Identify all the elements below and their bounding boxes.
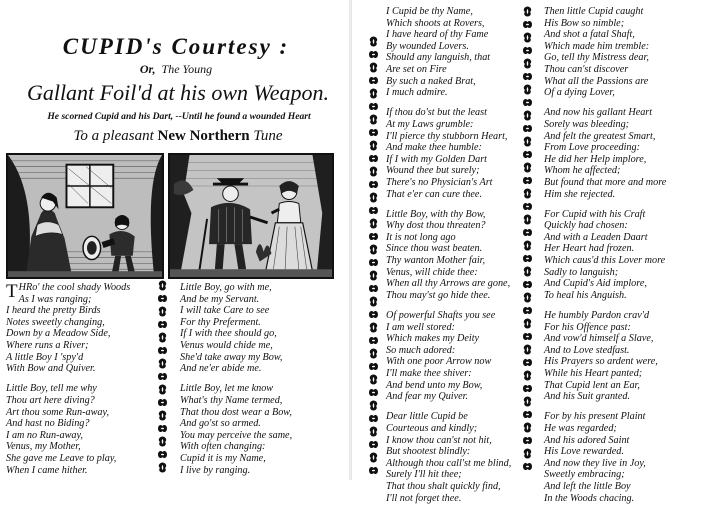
- verse-line: Sweetly embracing;: [544, 469, 625, 481]
- verse-line: By wounded Lovers.: [386, 40, 469, 52]
- verse-line: What's thy Name termed,: [180, 394, 283, 406]
- ornament-glyph-icon: [157, 306, 168, 317]
- ornament-glyph-icon: [522, 435, 533, 446]
- verse-line: That thou shalt quickly find,: [386, 480, 501, 492]
- verse-line: In the Woods chacing.: [544, 492, 635, 504]
- verse-line: I heard the pretty Birds: [6, 305, 101, 317]
- ornament-glyph-icon: [368, 296, 379, 307]
- verse-line: I'll pierce thy stubborn Heart,: [386, 130, 508, 142]
- verse-line: I much admire.: [386, 87, 448, 99]
- ballad-title: CUPID's Courtesy :: [62, 34, 290, 59]
- ornament-glyph-icon: [522, 240, 533, 251]
- verse-line: Courteous and kindly;: [386, 422, 478, 434]
- verse-line: I will take Care to see: [180, 305, 270, 317]
- verse-line: I am no Run-away,: [6, 429, 83, 441]
- verse-line: But found that more and more: [544, 176, 667, 188]
- ornament-glyph-icon: [368, 88, 379, 99]
- ornament-glyph-icon: [368, 101, 379, 112]
- verse-line: Sorely was bleeding;: [544, 118, 630, 130]
- verse-line: Then little Cupid caught: [544, 6, 644, 17]
- left-page: [0, 0, 350, 480]
- ornament-glyph-icon: [157, 293, 168, 304]
- verse-line: HRo' the cool shady Woods: [18, 282, 131, 293]
- verse-line: Down by a Meadow Side,: [6, 328, 111, 340]
- verse-line: Since thou wast beaten.: [386, 243, 483, 255]
- verse-line: And hast no Biding?: [6, 418, 90, 430]
- ornament-glyph-icon: [157, 397, 168, 408]
- stanza: [544, 411, 666, 504]
- verse-line: I have heard of thy Fame: [386, 29, 489, 41]
- verse-column-2: [180, 282, 292, 485]
- verse-line: He humbly Pardon crav'd: [544, 310, 650, 322]
- verse-column-1: [6, 281, 131, 485]
- verse-line: Of a dying Lover,: [544, 87, 615, 99]
- verse-line: As I was ranging;: [18, 293, 92, 305]
- ornament-glyph-icon: [368, 361, 379, 372]
- ornament-glyph-icon: [522, 149, 533, 160]
- verse-line: Thy wanton Mother fair,: [386, 255, 486, 267]
- verse-line: Whom he affected;: [544, 165, 621, 177]
- verse-line: For his Offence past:: [544, 321, 631, 333]
- verse-line: And Cupid's Aid implore,: [544, 278, 647, 290]
- ornament-glyph-icon: [368, 322, 379, 333]
- ornament-glyph-icon: [368, 426, 379, 437]
- verse-line: If thou do'st but the least: [386, 107, 487, 119]
- verse-line: And with a Leaden Daart: [544, 231, 648, 243]
- verse-line: She'd take away my Bow,: [180, 351, 283, 363]
- ornament-glyph-icon: [368, 166, 379, 177]
- verse-line: Little Boy, go with me,: [180, 282, 272, 293]
- stanza: [544, 209, 666, 302]
- ornament-glyph-icon: [522, 97, 533, 108]
- ornament-glyph-icon: [157, 462, 168, 473]
- stanza: [544, 107, 666, 200]
- ornament-glyph-icon: [522, 266, 533, 277]
- verse-line: And left the little Boy: [544, 480, 631, 492]
- ornament-glyph-icon: [522, 214, 533, 225]
- verse-line: That e'er can cure thee.: [386, 188, 483, 200]
- ornament-glyph-icon: [368, 127, 379, 138]
- verse-line: Little Boy, tell me why: [6, 383, 97, 395]
- verse-line: I'll make thee shiver:: [386, 368, 472, 379]
- verse-line: His Love rewarded.: [544, 446, 624, 458]
- ornament-glyph-icon: [522, 396, 533, 407]
- verse-line: And his Suit granted.: [544, 391, 631, 403]
- verse-line: Little Boy, let me know: [180, 383, 274, 395]
- ornament-border-right-middle: [522, 6, 533, 480]
- ornament-glyph-icon: [368, 257, 379, 268]
- ornament-border-right-outer: [368, 36, 379, 480]
- ornament-glyph-icon: [522, 292, 533, 303]
- verse-line: She gave me Leave to play,: [6, 452, 117, 464]
- ornament-glyph-icon: [522, 136, 533, 147]
- verse-line: And felt the greatest Smart,: [544, 130, 656, 142]
- ornament-glyph-icon: [368, 452, 379, 463]
- verse-line: And now they live in Joy,: [544, 457, 646, 469]
- ornament-glyph-icon: [522, 6, 533, 17]
- verse-line: I know thou can'st not hit,: [386, 434, 492, 446]
- verse-line: Thou can'st discover: [544, 63, 629, 75]
- ornament-glyph-icon: [522, 227, 533, 238]
- ornament-glyph-icon: [522, 305, 533, 316]
- verse-column-4: [544, 6, 666, 513]
- scorned-line: He scorned Cupid and his Dart, --Until he found a wounded Heart: [47, 111, 311, 122]
- ornament-glyph-icon: [522, 201, 533, 212]
- verse-line: Which makes my Deity: [386, 333, 480, 345]
- verse-line: By such a naked Brat,: [386, 75, 476, 87]
- ornament-glyph-icon: [368, 140, 379, 151]
- verse-line: And fear my Quiver.: [386, 391, 469, 403]
- ornament-glyph-icon: [522, 123, 533, 134]
- ornament-glyph-icon: [368, 387, 379, 398]
- ornament-glyph-icon: [157, 319, 168, 330]
- verse-line: Notes sweetly changing,: [6, 316, 105, 328]
- or-label: Or,: [139, 62, 156, 76]
- verse-line: Cupid it is my Name,: [180, 452, 266, 464]
- ornament-glyph-icon: [157, 358, 168, 369]
- verse-line: Sadly to languish;: [544, 266, 619, 278]
- ornament-glyph-icon: [368, 400, 379, 411]
- verse-line: Which shoots at Rovers,: [386, 17, 485, 29]
- ornament-glyph-icon: [522, 84, 533, 95]
- verse-line: I live by ranging.: [180, 464, 251, 476]
- stanza: [386, 411, 511, 504]
- verse-line: Her Heart had frozen.: [544, 243, 635, 255]
- ornament-glyph-icon: [522, 71, 533, 82]
- verse-line: Thou may'st go hide thee.: [386, 289, 491, 301]
- tune-prefix: To a pleasant: [73, 128, 154, 144]
- verse-line: Wound thee but surely;: [386, 165, 480, 177]
- ornament-glyph-icon: [157, 423, 168, 434]
- stanza: [180, 383, 292, 476]
- ornament-glyph-icon: [522, 383, 533, 394]
- ornament-glyph-icon: [368, 283, 379, 294]
- ornament-glyph-icon: [522, 110, 533, 121]
- ornament-glyph-icon: [157, 410, 168, 421]
- ornament-glyph-icon: [522, 253, 533, 264]
- verse-line: With often changing:: [180, 441, 266, 453]
- verse-line: And be my Servant.: [180, 293, 260, 305]
- verse-line: For Cupid with his Craft: [544, 208, 646, 220]
- verse-line: Which made him tremble:: [544, 40, 650, 52]
- ornament-glyph-icon: [522, 188, 533, 199]
- verse-line: There's no Physician's Art: [386, 176, 493, 188]
- verse-line: Him she rejected.: [544, 188, 616, 200]
- stanza: [386, 107, 511, 200]
- verse-line: Venus would chide me,: [180, 339, 273, 351]
- ornament-glyph-icon: [368, 179, 379, 190]
- ornament-glyph-icon: [368, 335, 379, 346]
- ornament-glyph-icon: [522, 162, 533, 173]
- ornament-glyph-icon: [368, 36, 379, 47]
- verse-line: Why dost thou threaten?: [386, 220, 486, 232]
- ornament-glyph-icon: [157, 449, 168, 460]
- ornament-glyph-icon: [522, 409, 533, 420]
- verse-line: To heal his Anguish.: [544, 289, 627, 301]
- ornament-glyph-icon: [157, 332, 168, 343]
- verse-line: While his Heart panted;: [544, 368, 643, 379]
- verse-line: I'll not forget thee.: [386, 492, 462, 504]
- verse-line: If I with my Golden Dart: [386, 153, 488, 165]
- verse-line: And now his gallant Heart: [544, 107, 653, 119]
- verse-line: For thy Preferment.: [180, 316, 261, 328]
- verse-line: He did her Help implore,: [544, 153, 647, 165]
- woodcut-lady-and-suitor: [6, 153, 164, 279]
- verse-line: Are set on Fire: [386, 63, 447, 75]
- verse-line: Art thou some Run-away,: [6, 406, 109, 418]
- verse-line: Venus, my Mother,: [6, 441, 81, 453]
- verse-line: When all thy Arrows are gone,: [386, 278, 511, 290]
- verse-line: Quickly had chosen:: [544, 220, 628, 232]
- verse-line: His Bow so nimble;: [544, 17, 625, 29]
- ornament-glyph-icon: [157, 371, 168, 382]
- stanza: [6, 383, 118, 476]
- ornament-glyph-icon: [522, 175, 533, 186]
- verse-line: I Cupid be thy Name,: [386, 6, 473, 17]
- stanza: [386, 209, 511, 302]
- stanza: [386, 310, 511, 403]
- drop-cap: T: [6, 281, 18, 302]
- verse-line: With Bow and Quiver.: [6, 363, 96, 375]
- ornament-glyph-icon: [368, 465, 379, 476]
- tune-name: New Northern: [157, 128, 250, 144]
- ornament-glyph-icon: [157, 436, 168, 447]
- verse-line: And shot a fatal Shaft,: [544, 29, 635, 41]
- verse-line: When I came hither.: [6, 464, 88, 476]
- ornament-glyph-icon: [368, 231, 379, 242]
- verse-line: For by his present Plaint: [544, 411, 646, 423]
- or-line: [26, 62, 326, 77]
- verse-line: Where runs a River;: [6, 339, 89, 351]
- ornament-glyph-icon: [522, 448, 533, 459]
- ornament-glyph-icon: [368, 114, 379, 125]
- ornament-glyph-icon: [368, 439, 379, 450]
- verse-line: A little Boy I 'spy'd: [6, 351, 84, 363]
- verse-line: Dear little Cupid be: [386, 411, 468, 423]
- ornament-glyph-icon: [368, 75, 379, 86]
- verse-column-3: [386, 6, 511, 513]
- verse-line: And ne'er abide me.: [180, 363, 262, 375]
- ornament-glyph-icon: [368, 192, 379, 203]
- verse-line: Venus, will chide thee:: [386, 266, 478, 278]
- ornament-glyph-icon: [157, 280, 168, 291]
- verse-line: I am well stored:: [386, 321, 455, 333]
- verse-line: And vow'd himself a Slave,: [544, 333, 654, 345]
- verse-line: It is not long ago: [386, 231, 456, 243]
- stanza: [386, 6, 511, 99]
- ornament-glyph-icon: [522, 357, 533, 368]
- or-rest: The Young: [161, 62, 213, 76]
- ornament-glyph-icon: [522, 331, 533, 342]
- ornament-glyph-icon: [522, 461, 533, 472]
- ornament-glyph-icon: [368, 309, 379, 320]
- ornament-glyph-icon: [522, 370, 533, 381]
- tune-line: [18, 128, 338, 145]
- verse-line: That Cupid lent an Ear,: [544, 379, 640, 391]
- ornament-glyph-icon: [522, 32, 533, 43]
- ornament-glyph-icon: [522, 45, 533, 56]
- verse-line: At my Laws grumble:: [386, 118, 474, 130]
- stanza: [180, 282, 292, 375]
- ornament-glyph-icon: [522, 58, 533, 69]
- verse-line: You may perceive the same,: [180, 429, 293, 441]
- verse-line: What all the Passions are: [544, 75, 649, 87]
- verse-line: Of powerful Shafts you see: [386, 310, 496, 322]
- tune-suffix: Tune: [253, 128, 283, 144]
- ornament-glyph-icon: [368, 205, 379, 216]
- verse-line: Although thou call'st me blind,: [386, 457, 512, 469]
- verse-line: Surely I'll hit thee;: [386, 469, 462, 481]
- ornament-glyph-icon: [368, 244, 379, 255]
- verse-line: Go, tell thy Mistress dear,: [544, 52, 649, 64]
- stanza: [544, 310, 666, 403]
- verse-line: His Prayers so ardent were,: [544, 356, 658, 368]
- ornament-glyph-icon: [368, 153, 379, 164]
- verse-line: He was regarded;: [544, 422, 617, 434]
- verse-line: From Love proceeding:: [544, 142, 640, 154]
- ornament-glyph-icon: [368, 270, 379, 281]
- verse-line: And go'st so armed.: [180, 418, 261, 430]
- ornament-border-left: [157, 280, 168, 480]
- ornament-glyph-icon: [522, 19, 533, 30]
- ornament-glyph-icon: [368, 218, 379, 229]
- ornament-glyph-icon: [368, 413, 379, 424]
- ornament-glyph-icon: [522, 318, 533, 329]
- woodcut-gentleman-and-lady: [168, 153, 334, 279]
- ornament-glyph-icon: [522, 344, 533, 355]
- verse-line: And his adored Saint: [544, 434, 630, 446]
- verse-line: That thou dost wear a Bow,: [180, 406, 292, 418]
- verse-line: But shootest blindly:: [386, 446, 471, 458]
- verse-line: If I with thee should go,: [180, 328, 277, 340]
- ornament-glyph-icon: [368, 62, 379, 73]
- verse-line: And make thee humble:: [386, 142, 482, 154]
- right-page: [352, 0, 701, 504]
- ornament-glyph-icon: [157, 384, 168, 395]
- verse-line: Thou art here diving?: [6, 394, 95, 406]
- verse-line: Little Boy, with thy Bow,: [386, 208, 486, 220]
- ornament-glyph-icon: [157, 345, 168, 356]
- stanza: [544, 6, 666, 99]
- verse-line: And to Love stedfast.: [544, 344, 630, 356]
- verse-line: And bend unto my Bow,: [386, 379, 483, 391]
- ornament-glyph-icon: [368, 348, 379, 359]
- verse-line: Should any languish, that: [386, 52, 491, 64]
- stanza: [6, 281, 131, 375]
- ornament-glyph-icon: [368, 49, 379, 60]
- verse-line: Which caus'd this Lover more: [544, 255, 666, 267]
- ornament-glyph-icon: [522, 422, 533, 433]
- verse-line: So much adored:: [386, 344, 456, 356]
- ornament-glyph-icon: [522, 279, 533, 290]
- verse-line: With one poor Arrow now: [386, 356, 492, 368]
- ballad-subtitle: Gallant Foil'd at his own Weapon.: [26, 80, 330, 105]
- ornament-glyph-icon: [368, 374, 379, 385]
